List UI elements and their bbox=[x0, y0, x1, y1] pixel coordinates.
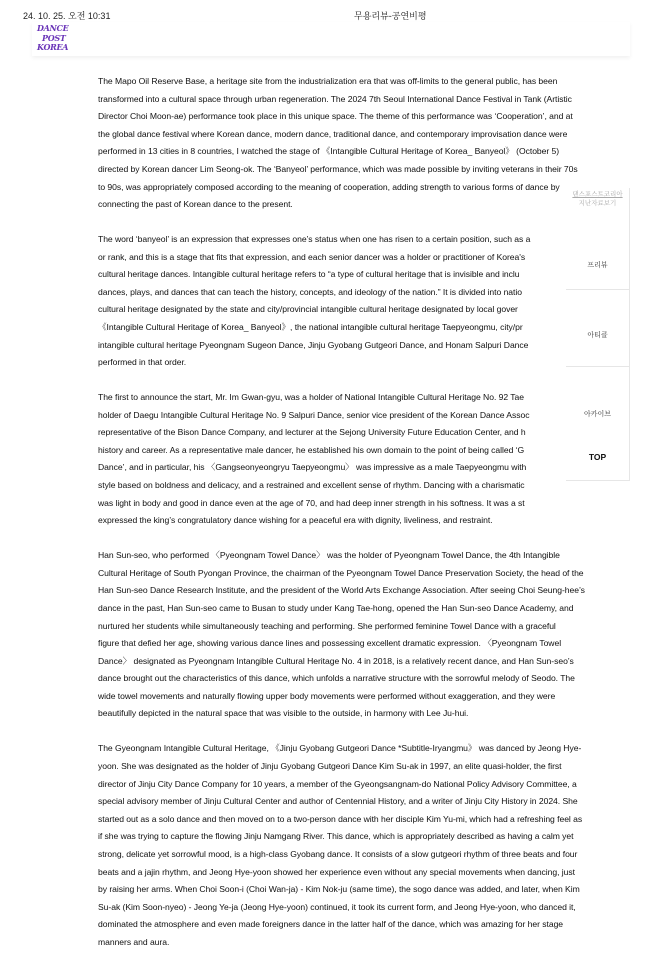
print-header bbox=[0, 9, 653, 23]
logo-line: KOREA bbox=[37, 42, 69, 52]
text-line: to 90s, was appropriately composed according to the meaning of cooperation, adding strength to various forms of dance by bbox=[98, 181, 560, 192]
text-line: connecting the past of Korean dance to the present. bbox=[98, 199, 293, 210]
article-body bbox=[98, 73, 638, 969]
text-line: started out as a solo dance and then moved on to a two-person dance with her disciple Kim Yu-mi, which had a refreshing feel as bbox=[98, 813, 583, 824]
article-paragraph bbox=[98, 547, 638, 723]
scroll-to-top-button[interactable]: TOP bbox=[588, 452, 607, 462]
text-line: dance brought out the characteristics of this dance, which unfolds a narrative structure with the sorrowful melody of Seodo. The bbox=[98, 673, 575, 684]
text-line: Han Sun-seo, who performed 〈Pyeongnam Towel Dance〉 was the holder of Pyeongnam Towel Dance, the 4th Intangible bbox=[98, 550, 560, 561]
text-line: beautifully depicted in the natural space that was visible to the outside, in harmony with Lee Ju-hui. bbox=[98, 708, 469, 719]
text-line: director of Jinju City Dance Company for 10 years, a member of the Gyeongsangnam-do National Policy Advisory Committee, a bbox=[98, 778, 577, 789]
article-paragraph bbox=[98, 73, 638, 214]
text-line: yoon. She was designated as the holder of Jinju Gyobang Gutgeori Dance Kim Su-ak in 1997, an elite quasi-holder, the first bbox=[98, 760, 562, 771]
text-line: Cultural Heritage of South Pyongan Province, the chairman of the Pyeongnam Towel Dance Preservation Society, the head of the bbox=[98, 567, 584, 578]
text-line: nurtured her students while simultaneously teaching and performing. She performed feminine Towel Dance with a graceful bbox=[98, 620, 556, 631]
text-line: cultural heritage designated by the state and city/provincial intangible cultural heritage designated by local gover bbox=[98, 304, 518, 315]
text-line: dances, plays, and dances that can teach the history, concepts, and ideology of the nation.” It is divided into natio bbox=[98, 286, 522, 297]
sidebar-item-preview[interactable] bbox=[566, 214, 629, 290]
text-line: representative of the Bison Dance Company, and lecturer at the Sejong University Future Education Center, and h bbox=[98, 427, 526, 438]
text-line: or rank, and this is a stage that fits that expression, and each senior dancer was a holder or practitioner of Korea's bbox=[98, 251, 526, 262]
text-line: transformed into a cultural space through urban regeneration. The 2024 7th Seoul International Dance Festival in Tank (Artistic bbox=[98, 93, 572, 104]
text-line: cultural heritage dances. Intangible cultural heritage refers to “a type of cultural heritage that is invisible and inclu bbox=[98, 269, 520, 280]
site-header bbox=[32, 22, 630, 56]
text-line: history and career. As a representative male dancer, he established his own domain to the point of being called ‘G bbox=[98, 444, 525, 455]
floating-sidebar bbox=[566, 188, 630, 481]
sidebar-item-label: 프리뷰 bbox=[587, 262, 608, 269]
text-line: Su-ak (Kim Soon-nyeo) - Jeong Ye-ja (Jeong Hye-yoon) continued, it took its current form, and Jeong Hye-yoon, who danced it, bbox=[98, 901, 576, 912]
text-line: if she was trying to capture the flowing Jinju Namgang River. This dance, which is appropriately described as having a calm yet bbox=[98, 831, 574, 842]
text-line: dominated the atmosphere and even made foreigners dance in the latter half of the dance, which was amazing for her stage bbox=[98, 919, 564, 930]
text-line: The Mapo Oil Reserve Base, a heritage site from the industrialization era that was off-limits to the general public, has been bbox=[98, 76, 558, 86]
text-line: holder of Daegu Intangible Cultural Heritage No. 9 Salpuri Dance, senior vice president of the Korean Dance Assoc bbox=[98, 409, 530, 420]
text-line: manners and aura. bbox=[98, 936, 170, 947]
print-date: 24. 10. 25. 오전 10:31 bbox=[23, 11, 111, 21]
logo-line: DANCE bbox=[37, 23, 69, 33]
article-paragraph bbox=[98, 389, 638, 530]
dance-post-korea-logo[interactable] bbox=[37, 24, 71, 54]
text-line: beats and a jajin rhythm, and Jeong Hye-yoon showed her experience even without any special movements when dancing, just bbox=[98, 866, 575, 877]
text-line: performed in 13 cities in 8 countries, I watched the stage of 《Intangible Cultural Heritage of Korea_ Banyeol》 (October 5) bbox=[98, 146, 560, 157]
past-archive-link[interactable] bbox=[566, 188, 629, 216]
text-line: directed by Korean dancer Lim Seong-ok. The ‘Banyeol’ performance, which was made possible by inviting veterans in their 70s bbox=[98, 163, 578, 174]
sidebar-item-label: 아티클 bbox=[587, 332, 608, 339]
logo-line: POST bbox=[42, 32, 66, 43]
text-line: 《Intangible Cultural Heritage of Korea_ Banyeol》, the national intangible cultural heritage Taepyeongmu, city/pr bbox=[98, 322, 523, 333]
text-line: wide towel movements and naturally flowing upper body movements were performed without exaggeration, and they were bbox=[98, 690, 556, 701]
article-paragraph bbox=[98, 231, 638, 372]
text-line: The Gyeongnam Intangible Cultural Heritage, 《Jinju Gyobang Gutgeori Dance *Subtitle-Iryangmu》 was danced by Jeong Hye- bbox=[98, 743, 582, 754]
past-archive-link-line1: 댄스포스트코리아 bbox=[572, 191, 623, 198]
text-line: by raising her arms. When Choi Soon-i (Choi Wan-ja) - Kim Nok-ju (same time), the sogo dance was added, and later, when Kim bbox=[98, 884, 580, 895]
print-page-title: 무용리뷰-공연비평 bbox=[354, 11, 427, 21]
sidebar-item-archive[interactable] bbox=[566, 367, 629, 431]
text-line: The word ‘banyeol’ is an expression that expresses one’s status when one has risen to a certain position, such as a bbox=[98, 234, 531, 245]
article-paragraph bbox=[98, 740, 638, 951]
text-line: special advisory member of Jinju Cultural Center and author of Centennial History, and a writer of Jinju City History in 2024. She bbox=[98, 796, 578, 807]
text-line: was light in body and good in dance even at the age of 70, and had deep inner strength in his softness. It was a st bbox=[98, 497, 525, 508]
past-archive-link-line2: 지난자료보기 bbox=[578, 200, 617, 207]
text-line: Dance’, and in particular, his 〈Gangseonyeongryu Taepyeongmu〉 was impressive as a male Taepyeongmu with bbox=[98, 462, 527, 473]
text-line: performed in that order. bbox=[98, 357, 187, 368]
text-line: Han Sun-seo Dance Research Institute, and the president of the World Arts Exchange Association. After seeing Choi Seung-hee’s bbox=[98, 585, 585, 596]
sidebar-item-label: 아카이브 bbox=[583, 411, 612, 418]
text-line: figure that defied her age, showing various dance lines and possessing excellent dramatic expression. 〈Pyeongnam Towel bbox=[98, 638, 562, 649]
text-line: the global dance festival where Korean dance, modern dance, traditional dance, and contemporary improvisation dance were bbox=[98, 128, 568, 139]
text-line: style based on boldness and delicacy, and a restrained and excellent sense of rhythm. Dancing with a charismatic bbox=[98, 480, 525, 491]
text-line: intangible cultural heritage Pyeongnam Sugeon Dance, Jinju Gyobang Gutgeori Dance, and Honam Salpuri Dance bbox=[98, 339, 529, 350]
text-line: Dance〉 designated as Pyeongnam Intangible Cultural Heritage No. 4 in 2018, is a relatively recent dance, and Han Sun-seo’s bbox=[98, 655, 574, 666]
text-line: Director Choi Moon-ae) performance took place in this unique space. The theme of this performance was ‘Cooperation’, and at bbox=[98, 111, 573, 122]
text-line: dance in the past, Han Sun-seo came to Busan to study under Kang Tae-hong, opened the Han Sun-seo Dance Academy, and bbox=[98, 602, 574, 613]
text-line: The first to announce the start, Mr. Im Gwan-gyu, was a holder of National Intangible Cultural Heritage No. 92 Tae bbox=[98, 392, 524, 403]
text-line: expressed the king’s congratulatory dance wishing for a peaceful era with dignity, liveliness, and restraint. bbox=[98, 515, 493, 526]
sidebar-item-article[interactable] bbox=[566, 290, 629, 367]
text-line: strong, delicate yet sorrowful mood, is a high-class Gyobang dance. It consists of a slow gutgeori rhythm of three beats and four bbox=[98, 848, 578, 859]
